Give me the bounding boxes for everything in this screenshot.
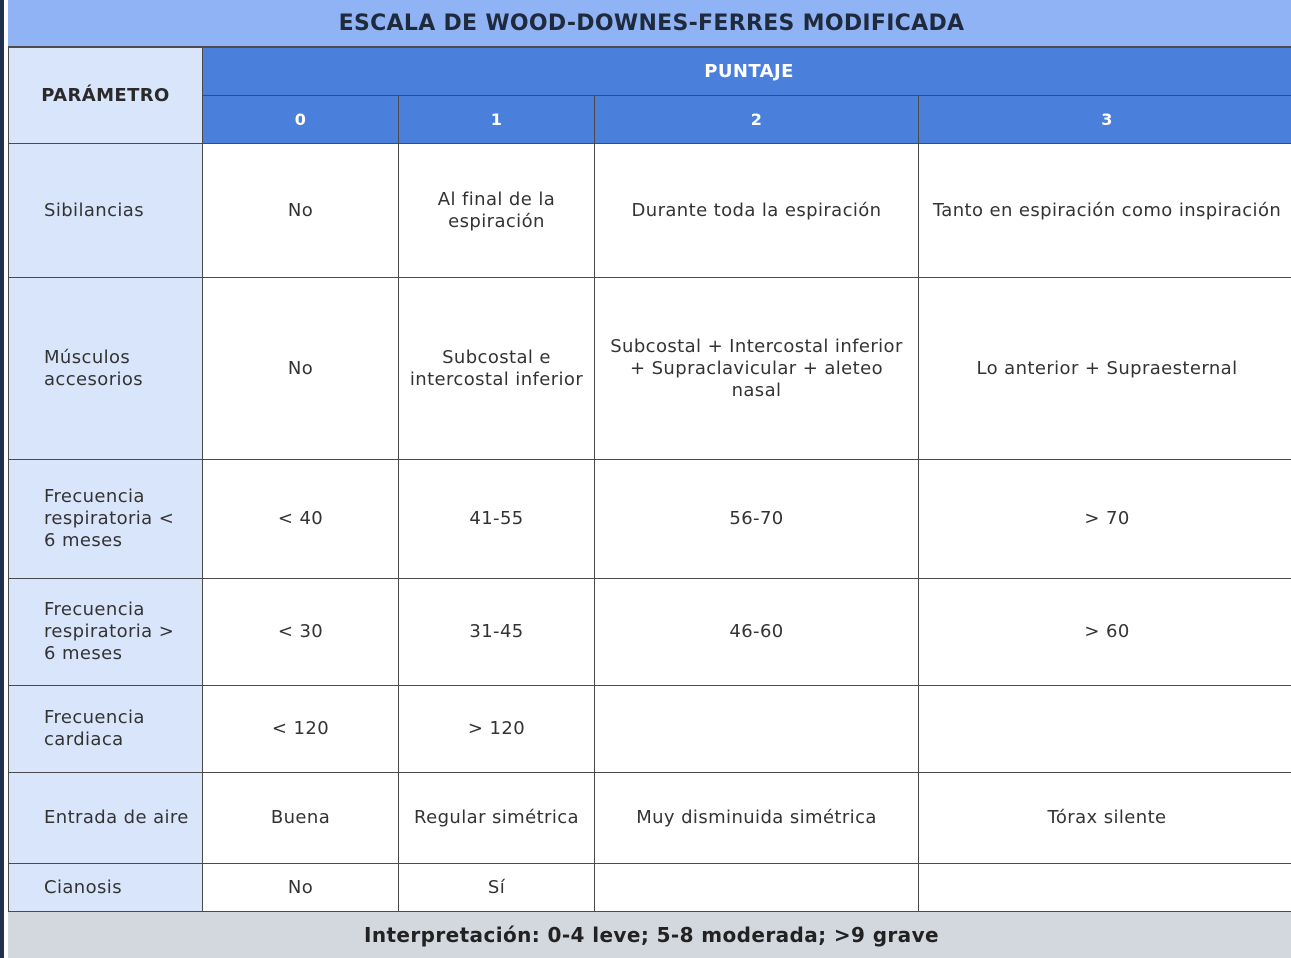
table-cell: Durante toda la espiración [595,144,919,278]
row-label: Frecuencia respiratoria > 6 meses [9,579,203,686]
table-cell [919,864,1291,912]
row-label: Entrada de aire [9,773,203,864]
table-cell: No [203,144,399,278]
score-header-3: 3 [919,96,1291,144]
table-cell: No [203,278,399,460]
table-cell [595,686,919,773]
table-row-musculos [9,278,1291,460]
table-row-fr-mayor [9,579,1291,686]
table-cell: 56-70 [595,460,919,579]
table-cell: > 120 [399,686,595,773]
parametro-header: PARÁMETRO [9,48,203,144]
table-cell: Regular simétrica [399,773,595,864]
table-cell [595,864,919,912]
scoring-table [8,47,1291,912]
table-cell: Sí [399,864,595,912]
row-label: Frecuencia respiratoria < 6 meses [9,460,203,579]
table-cell: Buena [203,773,399,864]
score-header-1: 1 [399,96,595,144]
table-cell: > 70 [919,460,1291,579]
table-cell: < 30 [203,579,399,686]
table-row-entrada-aire [9,773,1291,864]
row-label: Sibilancias [9,144,203,278]
row-label: Frecuencia cardiaca [9,686,203,773]
table-cell [919,686,1291,773]
table-cell: Subcostal + Intercostal inferior + Supraclavicular + aleteo nasal [595,278,919,460]
table-cell: > 60 [919,579,1291,686]
table-cell: Al final de la espiración [399,144,595,278]
table-cell: Lo anterior + Supraesternal [919,278,1291,460]
table-row-fc [9,686,1291,773]
table-row-cianosis [9,864,1291,912]
table-row-fr-menor [9,460,1291,579]
row-label: Cianosis [9,864,203,912]
table-cell: Tanto en espiración como inspiración [919,144,1291,278]
table-row-sibilancias [9,144,1291,278]
score-header-2: 2 [595,96,919,144]
table-cell: Tórax silente [919,773,1291,864]
interpretation-footer: Interpretación: 0-4 leve; 5-8 moderada; >9 grave [8,911,1291,958]
table-cell: Subcostal e intercostal inferior [399,278,595,460]
table-cell: 41-55 [399,460,595,579]
table-cell: No [203,864,399,912]
puntaje-header: PUNTAJE [203,48,1291,96]
row-label: Músculos accesorios [9,278,203,460]
table-cell: 31-45 [399,579,595,686]
table-title: ESCALA DE WOOD-DOWNES-FERRES MODIFICADA [8,0,1291,47]
table-cell: 46-60 [595,579,919,686]
table-cell: Muy disminuida simétrica [595,773,919,864]
table-cell: < 40 [203,460,399,579]
score-header-0: 0 [203,96,399,144]
table-cell: < 120 [203,686,399,773]
